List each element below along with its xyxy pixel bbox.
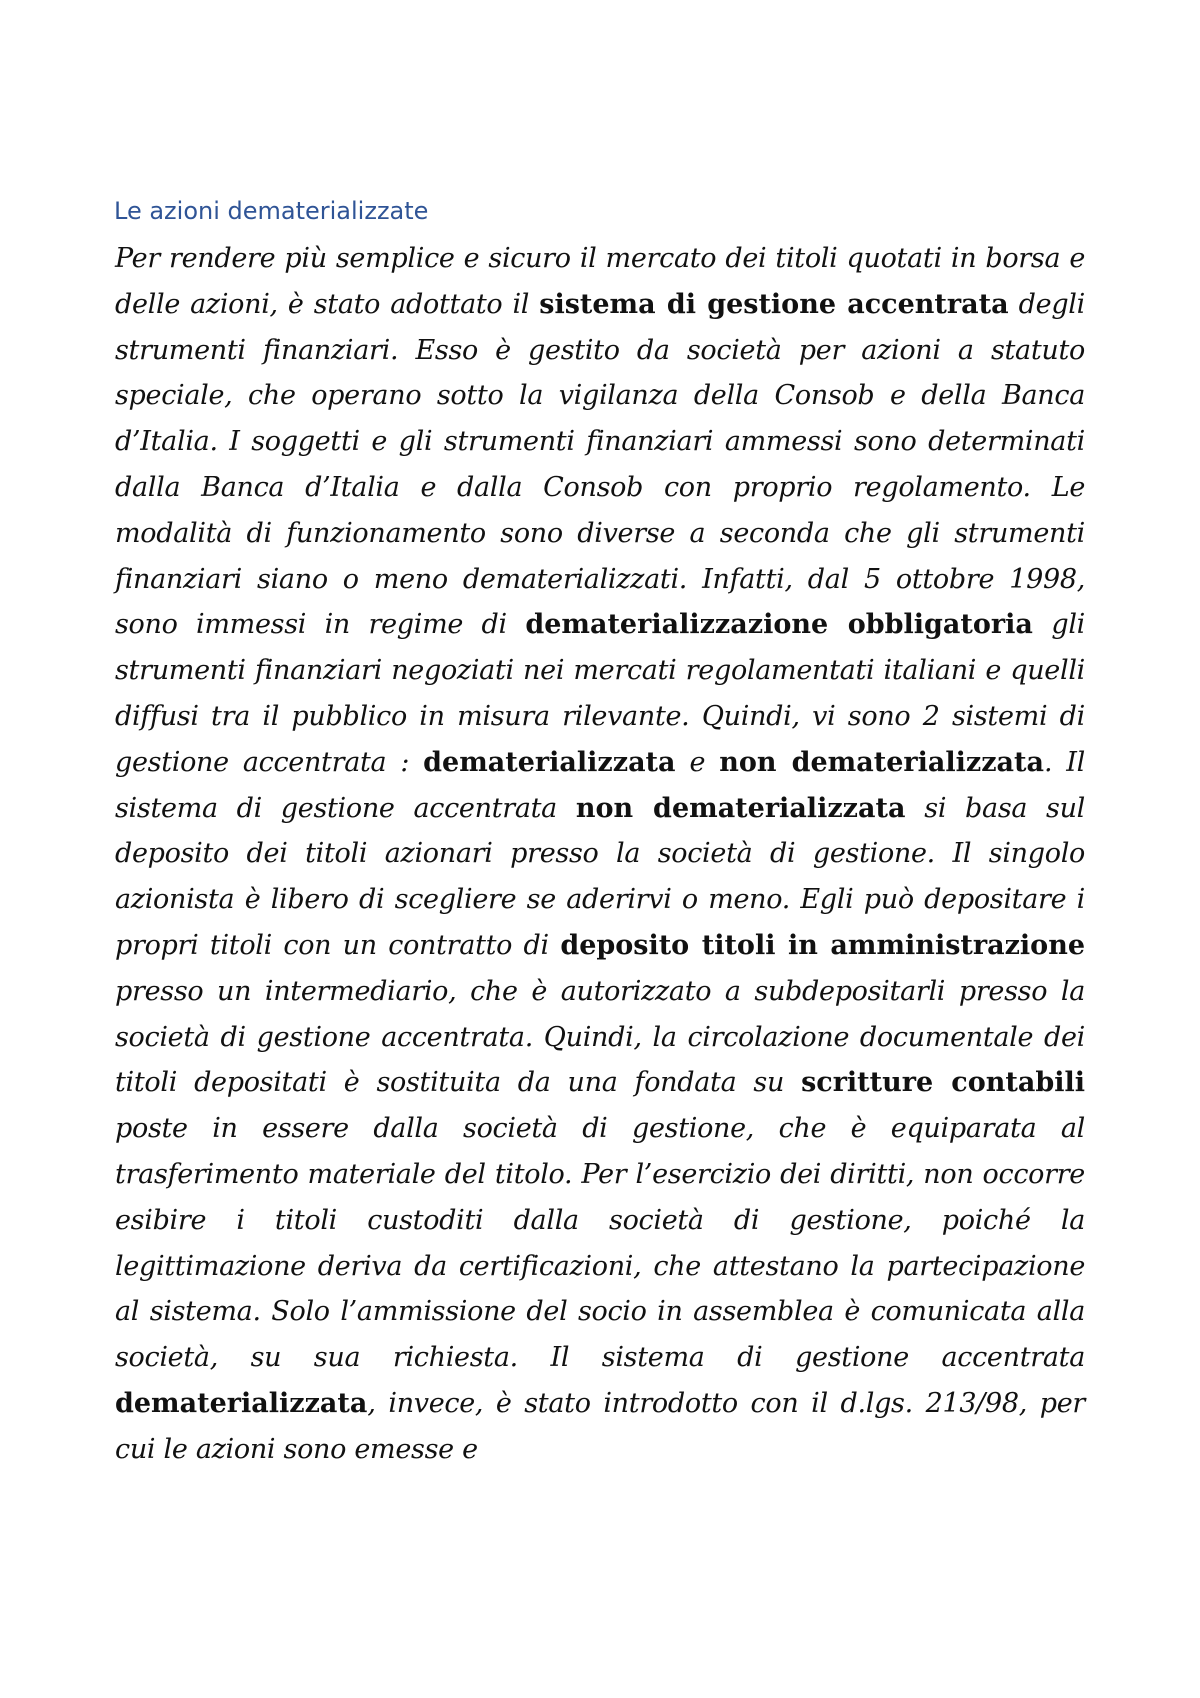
text-run: . Il sistema di gestione accentrata — [115, 746, 1085, 824]
section-heading: Le azioni dematerializzate — [114, 197, 429, 225]
bold-text-run: dematerializzazione obbligatoria — [525, 609, 1033, 641]
body-paragraph — [115, 236, 1085, 1473]
text-run: , invece, è stato introdotto con il d.lgs. 213/98, per cui le azioni sono emesse e — [115, 1387, 1085, 1465]
text-run: degli strumenti finanziari. Esso è gestito da società per azioni a statuto speciale, che operano sotto la vigilanza della Consob e della Banca d’Italia. I soggetti e gli strumenti finanziari ammessi sono determinati dalla Banca d’Italia e dalla Consob con proprio regolamento. Le modalità di funzionamento sono diverse a seconda che gli strumenti finanziari siano o meno dematerializzati. Infatti, dal 5 ottobre 1998, sono immessi in regime di — [115, 288, 1085, 641]
text-run: si basa sul deposito dei titoli azionari presso la società di gestione. Il singolo azionista è libero di scegliere se aderirvi o meno. Egli può depositare i propri titoli con un contratto di — [115, 792, 1085, 961]
bold-text-run: deposito titoli in amministrazione — [560, 929, 1085, 961]
bold-text-run: scritture contabili — [801, 1067, 1085, 1099]
text-run: e — [675, 746, 720, 778]
bold-text-run: dematerializzata — [115, 1387, 368, 1419]
bold-text-run: dematerializzata — [423, 746, 676, 778]
bold-text-run: non dematerializzata — [719, 746, 1044, 778]
bold-text-run: sistema di gestione accentrata — [539, 288, 1009, 320]
text-run: poste in essere dalla società di gestione, che è equiparata al trasferimento materiale del titolo. Per l’esercizio dei diritti, non occorre esibire i titoli custoditi dalla società di gestione, poiché la legittimazione deriva da certificazioni, che attestano la partecipazione al sistema. Solo l’ammissione del socio in assemblea è comunicata alla società, su sua richiesta. Il sistema di gestione accentrata — [115, 1113, 1085, 1374]
text-run: presso un intermediario, che è autorizzato a subdepositarli presso la società di gestione accentrata. Quindi, la circolazione documentale dei titoli depositati è sostituita da una fondata su — [115, 975, 1085, 1099]
text-run: Per rendere più semplice e sicuro il mercato dei titoli quotati in borsa e delle azioni, è stato adottato il — [115, 243, 1085, 320]
text-run: gli strumenti finanziari negoziati nei mercati regolamentati italiani e quelli diffusi tra il pubblico in misura rilevante. Quindi, vi sono 2 sistemi di gestione accentrata : — [115, 609, 1085, 778]
bold-text-run: non dematerializzata — [575, 792, 906, 824]
